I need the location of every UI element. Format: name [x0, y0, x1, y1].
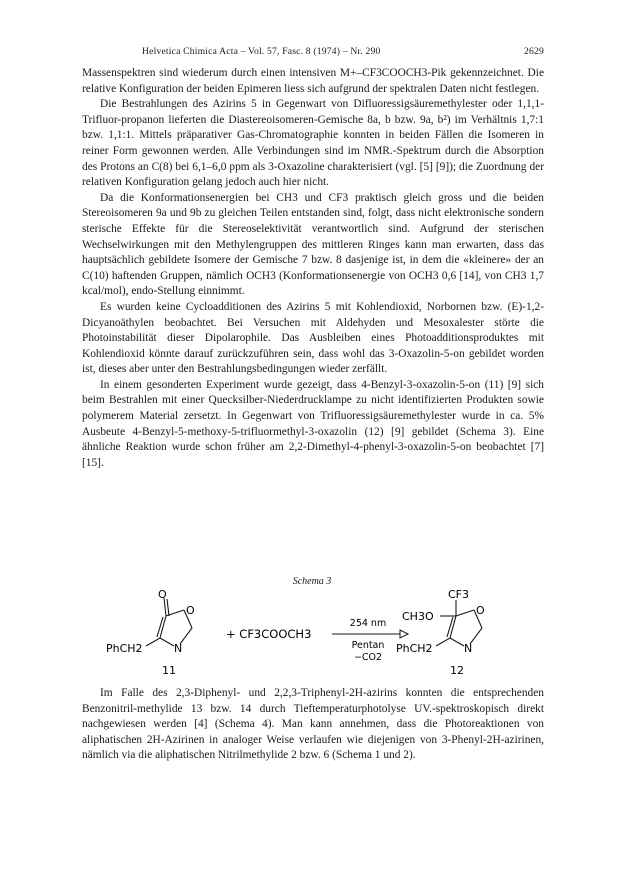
product-n: N: [464, 642, 473, 655]
product-cf3: CF3: [448, 588, 470, 601]
reagent-text: + CF3COOCH3: [226, 627, 312, 641]
product-ring-o: O: [476, 604, 485, 617]
paragraph-5: In einem gesonderten Experiment wurde gezeigt, dass 4-Benzyl-3-oxazolin-5-on (11) [9] sich beim Bestrahlen mit einer Quecksilber-Niederdrucklampe zu nicht identifizierten Produkten sowie polymerem Material zersetzt. In Gegenwart von Trifluoressigsäuremethylester wurde in ca. 5% Ausbeute 4-Benzyl-5-methoxy-5-trifluormethyl-3-oxazolin (12) [9] gebildet (Schema 3). Eine ähnliche Reaktion wurde schon früher am 2,2-Dimethyl-4-phenyl-3-oxazolin-5-on beobachtet [7] [15].: [82, 378, 544, 469]
paragraph-2: Die Bestrahlungen des Azirins 5 in Gegenwart von Difluoressigsäuremethylester oder 1,1,1-Trifluor-propanon lieferten die Diastereoisomeren-Gemische 8a, b bzw. 9a, b²) im Verhältnis 1,7:1 bzw. 1,1:1. Mittels präparativer Gas-Chromatographie konnten in beiden Fällen die Isomeren in reiner Form gewonnen werden. Alle Verbindungen sind im NMR.-Spektrum durch die Absorption des Protons an C(8) bei 6,1–6,0 ppm als 3-Oxazoline charakterisiert (vgl. [5] [9]); die Zuordnung der relativen Konfiguration gelang jedoch auch hier nicht.: [82, 98, 544, 189]
page-number: 2629: [524, 46, 544, 57]
reaction-scheme: [100, 588, 524, 680]
product-phch2: PhCH2: [396, 642, 433, 655]
journal-line: Helvetica Chimica Acta – Vol. 57, Fasc. 8 (1974) – Nr. 290: [142, 46, 381, 57]
condition-wavelength: 254 nm: [349, 618, 387, 629]
paragraph-6: Im Falle des 2,3-Diphenyl- und 2,2,3-Triphenyl-2H-azirins konnten die entsprechenden Benzonitril-methylide 13 bzw. 14 durch Tieftemperaturphotolyse UV.-spektroskopisch direkt nachgewiesen werden [4] (Schema 4). Man kann annehmen, dass die Photoreaktionen von aliphatischen 2H-Azirinen in analoger Weise verlaufen wie diejenigen von 3-Phenyl-2H-azirinen, nämlich via die aliphatischen Nitrilmethylide 2 bzw. 6 (Schema 1 und 2).: [82, 687, 544, 762]
closing-paragraph: [82, 686, 544, 764]
reactant-n: N: [174, 642, 183, 655]
paragraph-4: Es wurden keine Cycloadditionen des Azirins 5 mit Kohlendioxid, Norbornen bzw. (E)-1,2-Dicyanoäthylen beobachtet. Bei Versuchen mit Aldehyden und Mesoxalester störte die Photoinstabilität dieser Dipolarophile. Das Ausbleiben eines Photoadditionsproduktes mit Kohlendioxid könnte darauf zurückzuführen sein, dass wohl das 3-Oxazolin-5-on gebildet worden ist, dieses aber unter den Bestrahlungsbedingungen wieder zerfällt.: [82, 300, 544, 376]
reactant-ring-o: O: [186, 604, 195, 617]
reactant-carbonyl-o: O: [158, 588, 167, 601]
condition-co2: −CO2: [353, 652, 383, 663]
body-text: [82, 66, 544, 471]
product-ch3o: CH3O: [402, 610, 434, 623]
scheme-drawing: [100, 588, 524, 680]
paragraph-3: Da die Konformationsenergien bei CH3 und CF3 praktisch gleich gross und die beiden Stereoisomeren 9a und 9b zu gleichen Teilen entstanden sind, folgt, dass nicht elektronische sondern sterische Effekte für die Stereoselektivität verantwortlich sind. Aufgrund der sterischen Wechselwirkungen mit den Methylengruppen des mittleren Ringes kann man erwarten, dass das hauptsächlich gebildete Isomere der Gemische 7 bzw. 8 dasjenige ist, in dem die «kleinere» der an C(10) haftenden Gruppen, nämlich OCH3 (Konformationsenergie von OCH3 0,6 [14], von CH3 1,7 kcal/mol), endo-Stellung einnimmt.: [82, 191, 544, 298]
reactant-number: 11: [162, 664, 176, 677]
arrow-head: [400, 630, 408, 638]
reactant-phch2: PhCH2: [106, 642, 143, 655]
scheme-title: Schema 3: [292, 576, 332, 587]
condition-solvent: Pentan: [351, 640, 385, 651]
product-number: 12: [450, 664, 464, 677]
paragraph-1: Massenspektren sind wiederum durch einen intensiven M+–CF3COOCH3-Pik gekennzeichnet. Die relative Konfiguration der beiden Epimeren liess sich aufgrund der spektralen Daten nicht festlegen.: [82, 67, 544, 95]
